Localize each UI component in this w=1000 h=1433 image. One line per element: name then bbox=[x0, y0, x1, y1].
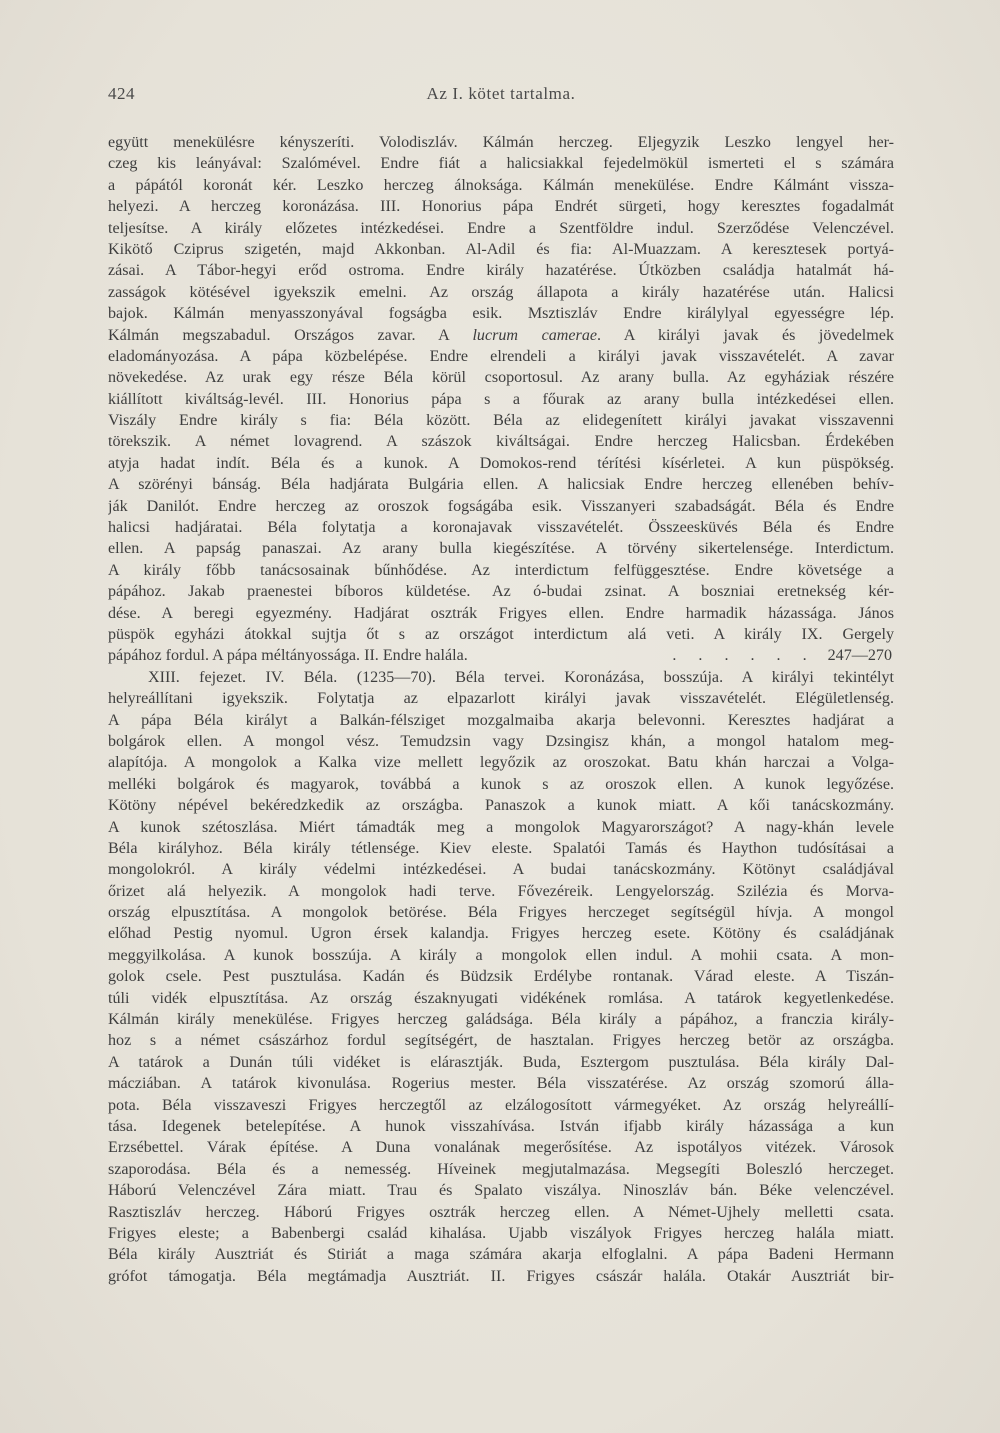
text-line: Rasztiszláv herczeg. Háború Frigyes osztrák herczeg ellen. A Német-Ujhely melletti csata. bbox=[108, 1203, 894, 1221]
text-line: Frigyes eleste; a Babenbergi család kihalása. Ujabb viszályok Frigyes herczeg halála miatt. bbox=[108, 1224, 894, 1242]
text-line: alapítója. A mongolok a Kalka vize mellett legyőzik az oroszokat. Batu khán harczai a Volga- bbox=[108, 754, 894, 772]
text-run: Kálmán megszabadul. Országos zavar. A bbox=[108, 326, 473, 344]
running-title: Az I. kötet tartalma. bbox=[426, 84, 576, 103]
text-line: dése. A beregi egyezmény. Hadjárat osztrák Frigyes ellen. Endre harmadik házassága. János bbox=[108, 604, 894, 622]
text-line: bolgárok ellen. A mongol vész. Temudzsin vagy Dzsingisz khán, a mongol hatalom meg- bbox=[108, 732, 894, 750]
text-line: teljesítse. A király előzetes intézkedései. Endre a Szentföldre indul. Szerződése Velenczével. bbox=[108, 219, 894, 237]
text-line: ellen. A papság panaszai. Az arany bulla kiegészítése. A törvény sikertelensége. Interdictum. bbox=[108, 540, 894, 558]
text-line: püspök egyházi átokkal sujtja őt s az országot interdictum alá veti. A király IX. Gergely bbox=[108, 625, 894, 643]
text-run: pápához fordul. A pápa méltányossága. II. Endre halála. bbox=[108, 647, 468, 665]
text-line: Erzsébettel. Várak építése. A Duna vonalának megerősítése. Az ispotályos vitézek. Városok bbox=[108, 1139, 894, 1157]
chapter-contents bbox=[108, 688, 894, 1287]
paragraph-continued bbox=[108, 132, 894, 325]
text-line: ország elpusztítása. A mongolok betörése. Béla Frigyes herczeget segítségül hívja. A mongol bbox=[108, 904, 894, 922]
text-line: növekedése. Az urak egy része Béla körül csoportosul. Az arany bulla. Az egyháziak részére bbox=[108, 369, 894, 387]
text-line: helyreállítani igyekszik. Folytatja az elpazarlott királyi javak visszavételét. Elégületlenség. bbox=[108, 690, 894, 708]
text-line: túli vidék elpusztítása. Az ország északnyugati vidékének romlása. A tatárok kegyetlenkedése. bbox=[108, 989, 894, 1007]
page-range-line bbox=[108, 645, 894, 666]
text-line: tása. Idegenek betelepítése. A hunok visszahívása. István ifjabb király házassága a kun bbox=[108, 1117, 894, 1135]
text-line bbox=[108, 325, 894, 346]
text-line: zásai. A Tábor-hegyi erőd ostroma. Endre király hazatérése. Útközben családja hatalmát há- bbox=[108, 262, 894, 280]
text-line: Béla király Ausztriát és Stiriát a maga számára akarja elfoglalni. A pápa Badeni Hermann bbox=[108, 1246, 894, 1264]
text-line: kiállított kiváltság-levél. III. Honorius pápa s a főurak az arany bulla intézkedései ellen. bbox=[108, 390, 894, 408]
text-line: pápához. Jakab praenestei bíboros küldetése. Az ó-budai zsinat. A boszniai eretnekség kér- bbox=[108, 583, 894, 601]
running-head bbox=[108, 84, 894, 108]
text-line: törekszik. A német lovagrend. A szászok kiváltságai. Endre herczeg Halicsban. Érdekében bbox=[108, 433, 894, 451]
page-range: 247—270 bbox=[827, 647, 892, 665]
text-line: mácziában. A tatárok kivonulása. Rogerius mester. Béla visszatérése. Az ország szomorú álla- bbox=[108, 1075, 894, 1093]
text-line: a pápától koronát kér. Leszko herczeg álnoksága. Kálmán menekülése. Endre Kálmánt vissza- bbox=[108, 176, 894, 194]
text-line: A kunok szétoszlása. Miért támadták meg a mongolok Magyarországot? A nagy-khán levele bbox=[108, 818, 894, 836]
text-line: pota. Béla visszaveszi Frigyes herczegtől az elzálogosított vármegyéket. Az ország helyreállí- bbox=[108, 1096, 894, 1114]
text-line: eladományozása. A pápa közbelépése. Endre elrendeli a királyi javak visszavételét. A zavar bbox=[108, 347, 894, 365]
paragraph-continued bbox=[108, 346, 894, 645]
text-line: A tatárok a Dunán túli vidéket is elárasztják. Buda, Esztergom pusztulása. Béla király Dal- bbox=[108, 1053, 894, 1071]
text-line: czeg kis leányával: Szalómével. Endre fiát a halicsiakkal fejedelmökül ismerteti el s számára bbox=[108, 155, 894, 173]
text-line: A pápa Béla királyt a Balkán-félsziget mozgalmaiba akarja belevonni. Keresztes hadjárat a bbox=[108, 711, 894, 729]
chapter-heading-line: XIII. fejezet. IV. Béla. (1235—70). Béla tervei. Koronázása, bosszúja. A királyi tekintélyt bbox=[148, 668, 894, 686]
text-line: együtt menekülésre kényszeríti. Volodiszláv. Kálmán herczeg. Eljegyzik Leszko lengyel her- bbox=[108, 134, 894, 151]
text-line: helyezi. A herczeg koronázása. III. Honorius pápa Endrét sürgeti, hogy keresztes fogadalmát bbox=[108, 198, 894, 216]
text-line: golok csele. Pest pusztulása. Kadán és Büdzsik Erdélybe rontanak. Várad eleste. A Tiszán- bbox=[108, 968, 894, 986]
text-line: meggyilkolása. A kunok bosszúja. A király a mongolok ellen indul. A mohii csata. A mon- bbox=[108, 946, 894, 964]
text-line: ják Danilót. Endre herczeg az oroszok fogságába esik. Visszanyeri szabadságát. Béla és Endre bbox=[108, 497, 894, 515]
text-line: mongolokról. A király védelmi intézkedései. A budai tanácskozmány. Kötönyt családjával bbox=[108, 861, 894, 879]
text-line: Kötöny népével bekéredzkedik az országba. Panaszok a kunok miatt. A kői tanácskozmány. bbox=[108, 797, 894, 815]
text-line: szaporodása. Béla és a nemesség. Híveinek megjutalmazása. Megsegíti Boleszló herczeget. bbox=[108, 1160, 894, 1178]
italic-latin-term: lucrum camerae bbox=[472, 326, 598, 344]
table-of-contents-text bbox=[108, 132, 894, 1287]
text-line: bajok. Kálmán menyasszonyával fogságba esik. Msztiszláv Endre királylyal egyességre lép. bbox=[108, 305, 894, 323]
text-run: . A királyi javak és jövedelmek bbox=[597, 326, 894, 344]
text-line: előhad Pestig nyomul. Ugron érsek kalandja. Frigyes herczeg esete. Kötöny és családjának bbox=[108, 925, 894, 943]
text-line: A király főbb tanácsosainak bűnhődése. Az interdictum felfüggesztése. Endre követsége a bbox=[108, 561, 894, 579]
text-line: hoz s a német császárhoz fordul segítségért, de hasztalan. Frigyes herczeg betör az országba. bbox=[108, 1032, 894, 1050]
text-line: Kikötő Cziprus szigetén, majd Akkonban. Al-Adil és fia: Al-Muazzam. A keresztesek portyá- bbox=[108, 240, 894, 258]
text-line: A szörényi bánság. Béla hadjárata Bulgária ellen. A halicsiak Endre herczeg ellenében behív- bbox=[108, 476, 894, 494]
text-line: Viszály Endre király s fia: Béla között. Béla az elidegenített királyi javakat visszavenni bbox=[108, 412, 894, 430]
text-line: őrizet alá helyezik. A mongolok hadi terve. Fővezéreik. Lengyelország. Szilézia és Morva- bbox=[108, 882, 894, 900]
text-line: melléki bolgárok és magyarok, továbbá a kunok s az oroszok ellen. A kunok legyőzése. bbox=[108, 775, 894, 793]
leader-dots: . . . . . . bbox=[672, 647, 816, 665]
text-line: Béla királyhoz. Béla király tétlensége. Kiev eleste. Spalatói Tamás és Haython tudósításai a bbox=[108, 839, 894, 857]
text-line: atyja hadat indít. Béla és a kunok. A Domokos-rend térítési kísérletei. A kun püspökség. bbox=[108, 454, 894, 472]
text-line: Háború Velenczével Zára miatt. Trau és Spalato viszálya. Ninoszláv bán. Béke velenczével. bbox=[108, 1182, 894, 1200]
text-line: grófot támogatja. Béla megtámadja Ausztriát. II. Frigyes császár halála. Otakár Ausztriát bir- bbox=[108, 1267, 894, 1285]
page-number: 424 bbox=[108, 84, 135, 103]
text-line: zasságok kötésével igyekszik emelni. Az ország állapota a király hazatérése után. Halicsi bbox=[108, 283, 894, 301]
text-line: halicsi hadjáratai. Béla folytatja a koronajavak visszavételét. Összeesküvés Béla és Endre bbox=[108, 519, 894, 537]
text-line: Kálmán király menekülése. Frigyes herczeg galádsága. Béla király a pápához, a franczia király- bbox=[108, 1011, 894, 1029]
